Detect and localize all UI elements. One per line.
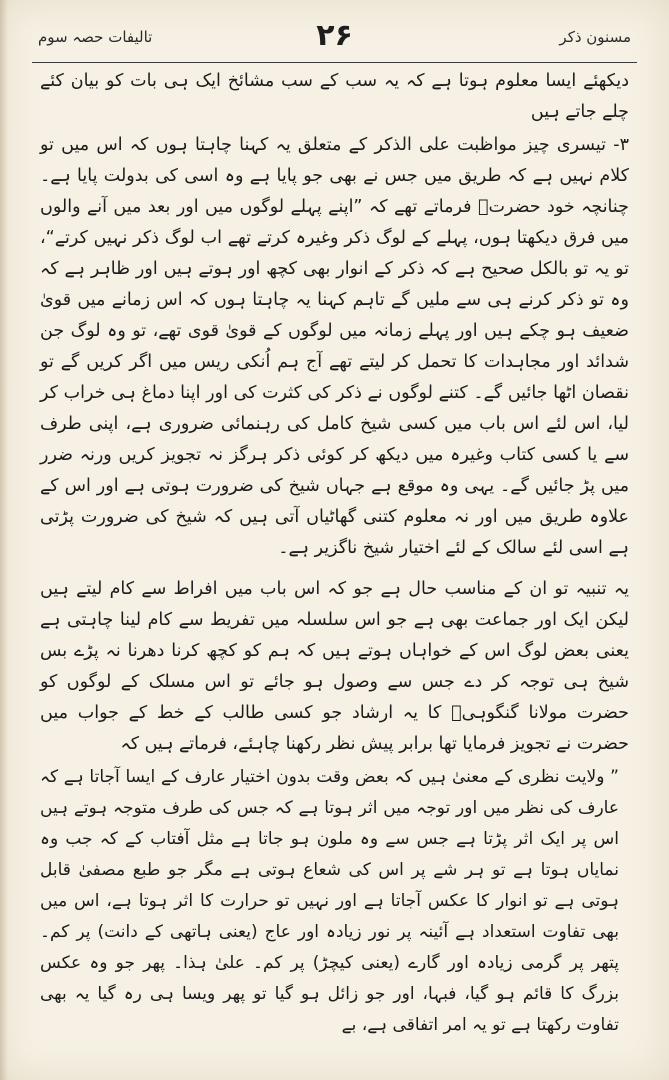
- header-divider: [32, 62, 637, 63]
- paragraph-1: دیکھئے ایسا معلوم ہوتا ہے کہ یہ سب کے سب مشائخ ایک ہی بات کو بیان کئے چلے جاتے ہیں: [40, 71, 629, 122]
- page-body: [40, 66, 629, 1041]
- page-number: ۲۶: [316, 18, 353, 53]
- page-edge-shadow: [0, 0, 8, 1080]
- page-header: [30, 18, 639, 58]
- block-quote: ” ولایت نظری کے معنیٰ ہیں کہ بعض وقت بدون اختیار عارف کے ایسا آجاتا ہے کہ عارف کی نظر میں اور توجہ میں اثر ہوتا ہے کہ جس کی طرف متوجہ ہوتے ہیں اس پر ایک اثر پڑتا ہے جس سے وہ ملون ہو جاتا ہے مثل آفتاب کے کہ جب وہ نمایاں ہوتا ہے تو ہر شے پر اس کی شعاع ہوتی ہے مگر جو طبع مصفیٰ قابل ہوتی ہے تو انوار کا عکس آجاتا ہے اور نہیں تو حرارت کا اثر ہوتا ہے، اس میں بھی تفاوت استعداد ہے آئینہ پر نور زیادہ اور عاج (یعنی ہاتھی کے دانت) پر کم۔ پتھر پر گرمی زیادہ اور گارے (یعنی کیچڑ) پر کم۔ علیٰ ہذا۔ پھر جو وہ عکس بزرگ کا قائم ہو گیا، فبہا، اور جو زائل ہو گیا تو پھر ویسا ہی رہ گیا یہ بھی تفاوت رکھتا ہے تو یہ امر اتفاقی ہے، بے: [40, 767, 619, 1035]
- header-chapter-title: مسنون ذکر: [559, 28, 631, 46]
- paragraph-3: یہ تنبیہ تو ان کے مناسب حال ہے جو کہ اس باب میں افراط سے کام لیتے ہیں لیکن ایک اور جماعت بھی ہے جو اس سلسلہ میں تفریط سے کام لینا چاہتی ہے یعنی بعض لوگ اس کے خواہاں ہوتے ہیں کہ ہم کو کچھ کرنا دھرنا نہ پڑے بس شیخ ہی توجہ کر دے جس سے وصول ہو جائے تو اس مسلک کے لوگوں کو حضرت مولانا گنگوہیؒ کا یہ ارشاد جو کسی طالب کے خط کے جواب میں حضرت نے تجویز فرمایا تھا برابر پیش نظر رکھنا چاہئے، فرماتے ہیں کہ: [40, 579, 629, 754]
- header-book-title: تالیفات حصہ سوم: [38, 28, 153, 46]
- paragraph-2: ۳- تیسری چیز مواظبت علی الذکر کے متعلق یہ کہنا چاہتا ہوں کہ اس میں تو کلام نہیں ہے کہ طریق میں جس نے بھی جو پایا ہے وہ اسی کی بدولت پایا ہے۔ چنانچہ خود حضرتؒ فرماتے تھے کہ ”اپنے پہلے لوگوں میں اور بعد میں آنے والوں میں فرق دیکھتا ہوں، پہلے کے لوگ ذکر وغیرہ کرتے تھے اب لوگ ذکر نہیں کرتے“، تو یہ تو بالکل صحیح ہے کہ ذکر کے انوار بھی کچھ اور ہوتے ہیں اور ظاہر ہے کہ وہ تو ذکر کرنے ہی سے ملیں گے تاہم کہنا یہ چاہتا ہوں کہ اس زمانے میں قویٰ ضعیف ہو چکے ہیں اور پہلے زمانہ میں لوگوں کے قویٰ قوی تھے، تو وہ لوگ جن شدائد اور مجاہدات کا تحمل کر لیتے تھے آج ہم اُنکی ریس میں اگر کریں گے تو نقصان اٹھا جائیں گے۔ کتنے لوگوں نے ذکر کی کثرت کی اور اپنا دماغ ہی خراب کر لیا، اس لئے اس باب میں کسی شیخ کامل کی رہنمائی ضروری ہے، اپنی طرف سے یا کسی کتاب وغیرہ میں دیکھ کر کوئی ذکر ہرگز نہ تجویز کریں ورنہ ضرر میں پڑ جائیں گے۔ یہی وہ موقع ہے جہاں شیخ کی ضرورت ہوتی ہے اور اس کے علاوہ طریق میں اور نہ معلوم کتنی گھاٹیاں آتی ہیں کہ شیخ کی ضرورت پڑتی ہے اسی لئے سالک کے لئے اختیار شیخ ناگزیر ہے۔: [40, 135, 629, 558]
